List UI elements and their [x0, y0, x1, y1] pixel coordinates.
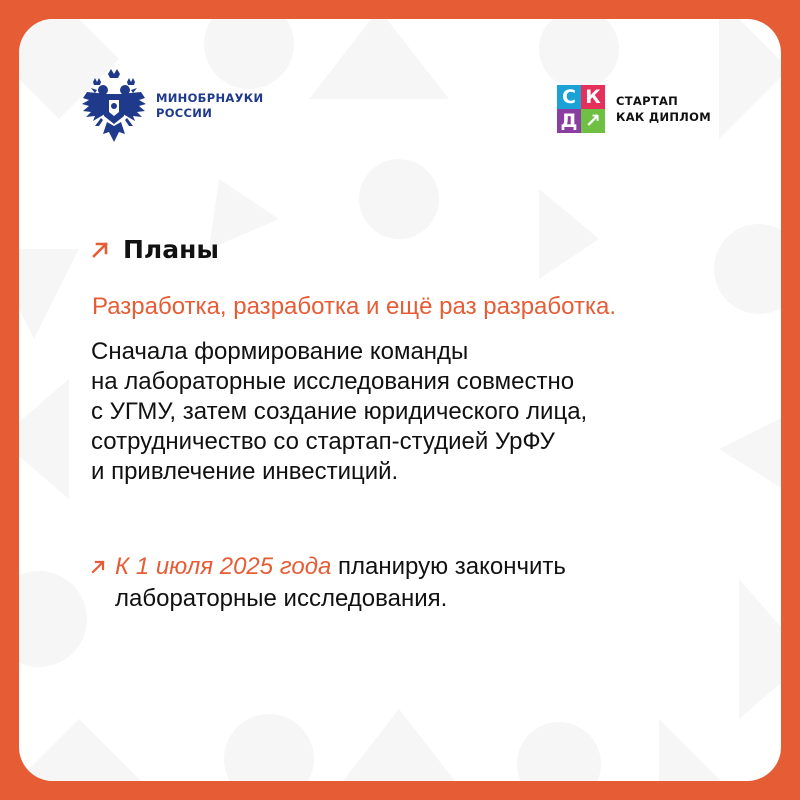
skd-tile-k: К — [581, 85, 605, 109]
skd-tile-s: С — [557, 85, 581, 109]
body-line: на лабораторные исследования совместно — [91, 368, 575, 395]
ministry-logo — [81, 68, 263, 144]
subtitle: Разработка, разработка и ещё раз разработка. — [92, 293, 616, 320]
skd-tile-arrow: ↗ — [581, 109, 605, 133]
ministry-name-line1: МИНОБРНАУКИ — [156, 91, 264, 105]
section-heading — [91, 235, 219, 264]
program-logo — [557, 85, 711, 133]
body-line: с УГМУ, затем создание юридического лица, — [91, 398, 588, 425]
program-name-line1: СТАРТАП — [616, 94, 679, 108]
body-line: и привлечение инвестиций. — [91, 458, 399, 485]
ministry-name-line2: РОССИИ — [156, 106, 213, 120]
note-line2: лабораторные исследования. — [115, 585, 448, 612]
deadline-note — [91, 551, 761, 615]
arrow-up-right-icon — [91, 241, 109, 259]
ministry-name — [156, 91, 263, 121]
body-paragraph — [91, 337, 751, 487]
skd-logo-tiles — [557, 85, 605, 133]
deadline-highlight: К 1 июля 2025 года — [115, 553, 332, 580]
program-name-line2: КАК ДИПЛОМ — [616, 110, 711, 124]
skd-tile-d: Д — [557, 109, 581, 133]
note-line1-rest: планирую закончить — [331, 553, 566, 580]
note-line1 — [115, 551, 761, 583]
double-headed-eagle-icon — [81, 68, 147, 144]
arrow-up-right-icon — [91, 560, 105, 574]
body-line: Сначала формирование команды — [91, 338, 469, 365]
card — [19, 19, 781, 781]
program-name — [616, 93, 711, 125]
page-title: Планы — [123, 235, 219, 264]
body-line: сотрудничество со стартап-студией УрФУ — [91, 428, 555, 455]
